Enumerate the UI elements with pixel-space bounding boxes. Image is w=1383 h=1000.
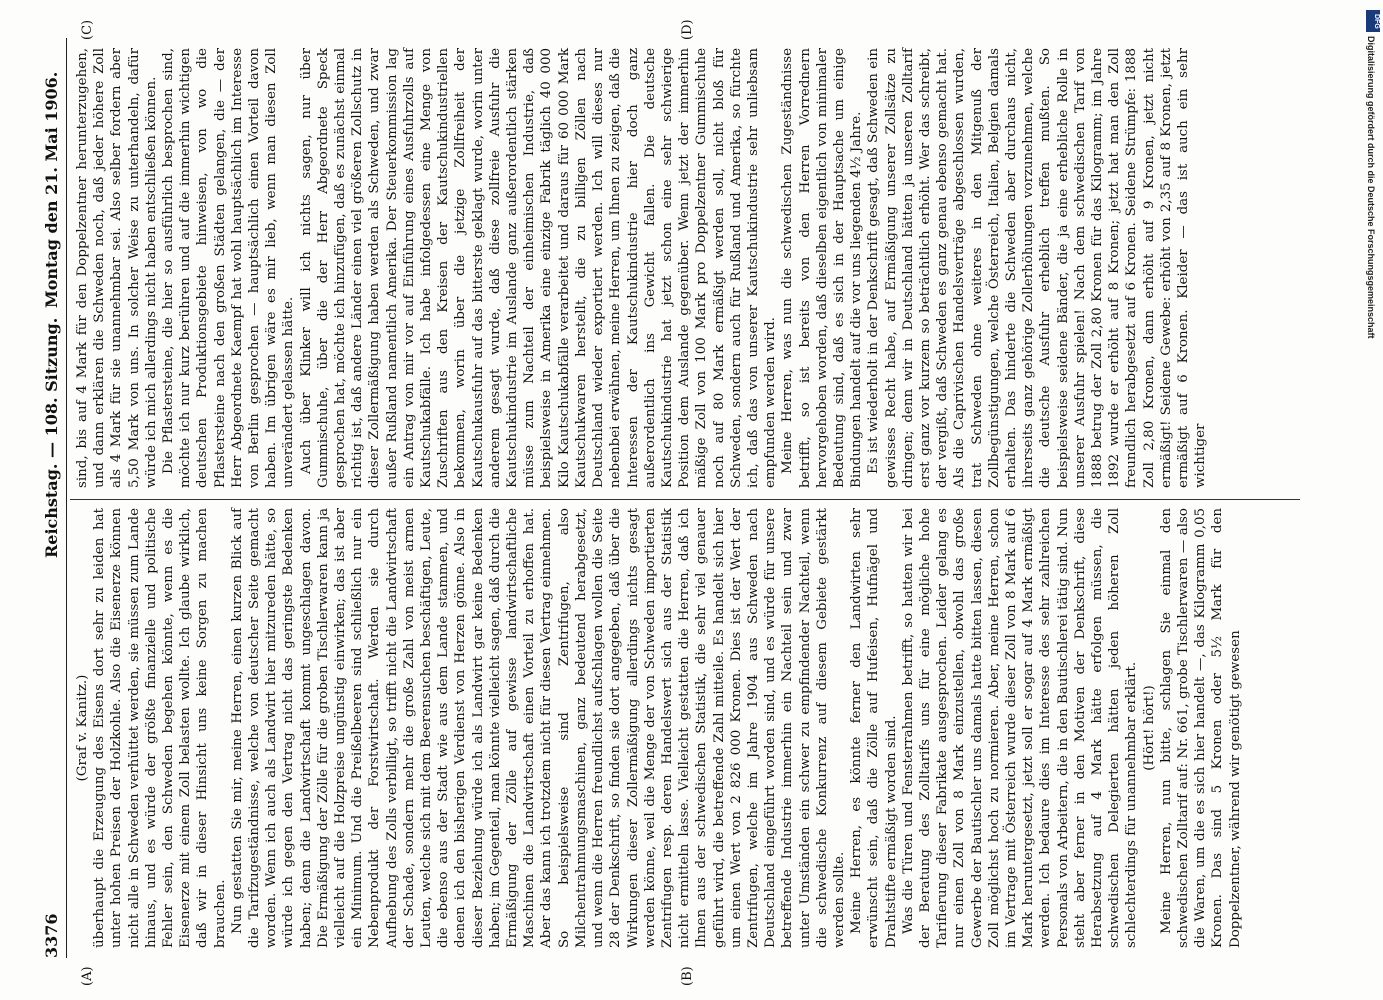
rotated-document (40, 19, 1340, 986)
header-left-title: Reichstag. — 108. Sitzung. (42, 317, 61, 558)
header-right-title: Montag den 21. Mai 1906. (42, 71, 61, 308)
digitization-sidebar (1366, 10, 1380, 990)
page-header (40, 38, 66, 958)
right-column (74, 48, 1209, 488)
paragraph: Meine Herren, es könnte ferner den Landwirten sehr erwünscht sein, daß die Zölle auf Hufeisen, Hufnägel und Drahtstifte ermäßigt worden sind. (849, 508, 899, 948)
paragraph: sind, bis auf 4 Mark für den Doppelzentner herunterzugehen, und dann erklären die Schweden noch, daß jeder höhere Zoll als 4 Mark für sie unannehmbar sei. Also selber fordern aber 5,50 Mark von uns. In solcher Weise zu unterhandeln, dafür würde ich mich allerdings nicht haben entschließen können. (75, 48, 159, 488)
paragraph: überhaupt die Erzeugung des Eisens dort sehr zu leiden hat unter hohen Preisen der Holzkohle. Also die Eisenerze können nicht alle in Schweden verhüttet werden, sie müssen zum Lande hinaus, und es würde der größte finanzielle und politische Fehler sein, den Schweden begehen könnte, wenn es die Eisenerze mit einem Zoll belasten wollte. Ich glaube wirklich, daß wir in dieser Hinsicht uns keine Sorgen zu machen brauchen. (92, 508, 228, 948)
interjection: (Hört! hört!) (1141, 685, 1157, 771)
paragraph: Meine Herren, was nun die schwedischen Zugeständnisse betrifft, so ist bereits von den Herren Vorrednern hervorgehoben worden, daß dieselben eigentlich von minimaler Bedeutung sind, daß es sich in der Hauptsache um einige Bindungen handelt auf die vor uns liegenden 4½ Jahre. (780, 48, 865, 488)
paragraph: Meine Herren, nun bitte, schlagen Sie einmal den schwedischen Zolltarif auf: Nr. 661, grobe Tischlerwaren — also die Waren, um die es sich hier handelt —, das Kilogramm 0,05 Kronen. Das sind 5 Kronen oder 5½ Mark für den Doppelzentner, während wir genötigt gewesen (1158, 508, 1243, 948)
paragraph: Auch über Klinker will ich nichts sagen, nur über Gummischuhe, über die der Herr Abgeordnete Speck gesprochen hat, möchte ich hinzufügen, daß es zunächst einmal richtig ist, daß andere Länder einen viel größeren Zollschutz in dieser Zollermäßigung haben werden als Schweden, und zwar außer Rußland namentlich Amerika. Der Steuerkommission lag ein Antrag von mir vor auf Einführung eines Ausfuhrzolls auf Kautschukabfälle. Ich habe infolgedessen eine Menge von Zuschriften aus den Kreisen der Kautschukindustriellen bekommen, worin über die jetzige Zollfreiheit der Kautschukausfuhr auf das bitterste geklagt wurde, worin unter anderem gesagt wurde, daß diese zollfreie Ausfuhr die Kautschukindustrie im Auslande ganz außerordentlich stärken müsse zum Nachteil der einheimischen Industrie, daß beispielsweise in Amerika eine einzige Fabrik täglich 40 000 Kilo Kautschukabfälle verarbeitet und daraus für 60 000 Mark Kautschukwaren herstellt, die zu billigen Zöllen nach Deutschland wieder exportiert werden. Ich will dieses nur nebenbei erwähnen, meine Herren, um Ihnen zu zeigen, daß die Interessen der Kautschukindustrie hier doch ganz außerordentlich ins Gewicht fallen. Die deutsche Kautschukindustrie hat jetzt schon eine sehr schwierige Position dem Auslande gegenüber. Wenn jetzt der immerhin mäßige Zoll von 100 Mark pro Doppelzentner Gummischuhe noch auf 80 Mark ermäßigt werden soll, nicht bloß für Schweden, sondern auch für Rußland und Amerika, so fürchte ich, daß das von unserer Kautschukindustrie sehr unliebsam empfunden werden wird. (298, 48, 779, 488)
margin-marker-d: (D) (680, 19, 695, 40)
left-column (74, 508, 1244, 948)
dfg-logo: DFG (1366, 10, 1380, 32)
paragraph: Es ist wiederholt in der Denkschrift gesagt, daß Schweden ein gewisses Recht habe, auf Ermäßigung unserer Zollsätze zu dringen; denn wir in Deutschland hätten ja unseren Zolltarif erst ganz vor kurzem so beträchtlich erhöht. Wer das schreibt, der vergißt, daß Schweden es ganz genau ebenso gemacht hat. Als die Caprivischen Handelsverträge abgeschlossen wurden, trat Schweden ohne weiteres in den Mitgenuß der Zollbegünstigungen, welche Österreich, Italien, Belgien damals erhalten. Das hinderte die Schweden aber durchaus nicht, ihrerseits ganz gehörige Zollerhöhungen vorzunehmen, welche die deutsche Ausfuhr erheblich treffen mußten. So beispielsweise seidene Bänder, die ja eine erhebliche Rolle in unserer Ausfuhr spielen! Nach dem schwedischen Tarif von 1888 betrug der Zoll 2,80 Kronen für das Kilogramm; im Jahre 1892 wurde er erhöht auf 8 Kronen; jetzt hat man den Zoll freundlich herabgesetzt auf 6 Kronen. Seidene Strümpfe: 1888 Zoll 2,80 Kronen, dann erhöht auf 9 Kronen, jetzt nicht ermäßigt! Seidene Gewebe: erhöht von 2,35 auf 8 Kronen, jetzt ermäßigt auf 6 Kronen. Kleider — das ist auch ein sehr wichtiger (866, 48, 1209, 488)
digitization-credit: Digitalisierung gefördert durch die Deutsche Forschungsgemeinschaft (1366, 36, 1376, 339)
speaker-label: (Graf v. Kanitz.) (75, 674, 90, 782)
header-rule (66, 38, 67, 958)
margin-marker-c: (C) (80, 19, 95, 40)
paragraph: Nun gestatten Sie mir, meine Herren, einen kurzen Blick auf die Tarifzugeständnisse, welche von deutscher Seite gemacht worden. Wenn ich auch als Landwirt hier mitzureden hätte, so würde ich gegen den Vertrag nicht das geringste Bedenken haben; denn die Landwirtschaft kommt ungeschlagen davon. Die Ermäßigung der Zölle für die groben Tischlerwaren kann ja vielleicht auf die Holzpreise ungünstig einwirken; das ist aber ein Minimum. Und die Preißelbeeren sind schließlich nur ein Nebenprodukt der Forstwirtschaft. Werden sie durch Aufhebung des Zolls verbilligt, so trifft nicht die Landwirtschaft der Schade, sondern mehr die große Zahl von meist armen Leuten, welche sich mit dem Beerensuchen beschäftigen, Leute, die ebenso aus der Stadt wie aus dem Lande stammen, und denen ich den bisherigen Verdienst von Herzen gönne. Also in dieser Beziehung würde ich als Landwirt gar keine Bedenken haben; im Gegenteil, man könnte vielleicht sagen, daß durch die Ermäßigung der Zölle auf gewisse landwirtschaftliche Maschinen die Landwirtschaft einen Vorteil zu erhoffen hat. Aber das kann ich trotzdem nicht für diesen Vertrag einnehmen. So beispielsweise sind Zentrifugen, also Milchentrahmungsmaschinen, ganz bedeutend herabgesetzt, und wenn die Herren freundlichst aufschlagen wollen die Seite 28 der Denkschrift, so finden sie dort angegeben, daß über die Wirkungen dieser Zollermäßigung allerdings nichts gesagt werden könne, weil die Menge der von Schweden importierten Zentrifugen resp. deren Handelswert sich aus der Statistik nicht ermitteln lasse. Vielleicht gestatten die Herren, daß ich Ihnen aus der schwedischen Statistik, die sehr viel genauer geführt wird, die betreffende Zahl mitteile. Es handelt sich hier um einen Wert von 2 826 000 Kronen. Dies ist der Wert der Zentrifugen, welche im Jahre 1904 aus Schweden nach Deutschland eingeführt worden sind, und es würde für unsere betreffende Industrie immerhin ein Nachteil sein und zwar unter Umständen ein schwer zu empfindender Nachteil, wenn die schwedische Konkurrenz auf diesem Gebiete gestärkt werden sollte. (229, 508, 847, 948)
column-divider (70, 499, 1300, 500)
paragraph: Die Pflastersteine, die hier so ausführlich besprochen sind, möchte ich nur kurz berühren und auf die immerhin wichtigen deutschen Produktionsgebiete hinweisen, von wo die Pflastersteine nach den großen Städten gelangen, die — der Herr Abgeordnete Kaempf hat wohl hauptsächlich im Interesse von Berlin gesprochen — hauptsächlich einen Vorteil davon haben. Im übrigen wäre es mir lieb, wenn man diesen Zoll unverändert gelassen hätte. (161, 48, 297, 488)
margin-marker-b: (B) (680, 966, 695, 986)
page-number: 3376 (42, 913, 61, 958)
margin-marker-a: (A) (80, 966, 95, 986)
paragraph: Was die Türen und Fensterrahmen betrifft, so hatten wir bei der Beratung des Zolltarifs uns für eine mögliche hohe Tarifierung dieser Fabrikate ausgesprochen. Leider gelang es nur einen Zoll von 8 Mark einzustellen, obwohl das große Gewerbe der Bautischler uns damals hatte bitten lassen, diesen Zoll möglichst hoch zu normieren. Aber, meine Herren, schon im Vertrage mit Österreich wurde dieser Zoll von 8 Mark auf 6 Mark heruntergesetzt, jetzt soll er sogar auf 4 Mark ermäßigt werden. Ich bedaure dies im Interesse des sehr zahlreichen Personals von Arbeitern, die in den Bautischlerei tätig sind. Nun steht aber ferner in den Motiven der Denkschrift, diese Herabsetzung auf 4 Mark hätte erfolgen müssen, die schwedischen Delegierten hätten jeden höheren Zoll schlechterdings für unannehmbar erklärt. (900, 508, 1140, 948)
